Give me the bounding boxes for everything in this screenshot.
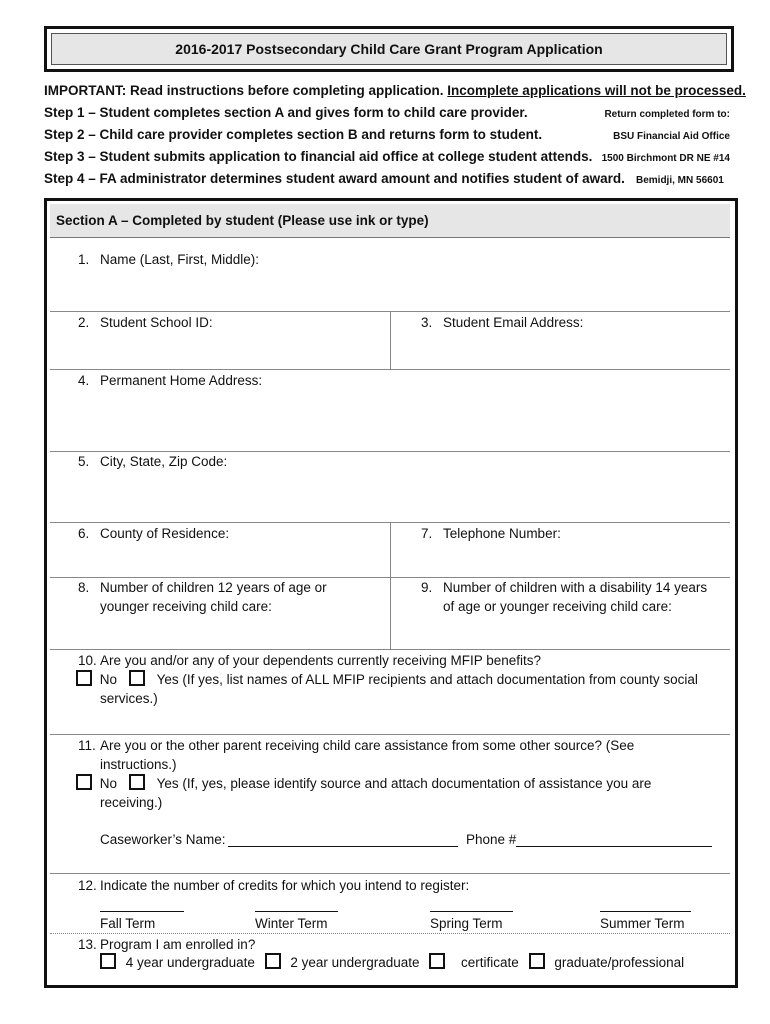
q7-label: [421, 524, 561, 543]
q11-question: [78, 736, 634, 774]
q4-text: Permanent Home Address:: [100, 373, 263, 388]
q10-no-checkbox[interactable]: [76, 670, 92, 686]
important-warning: Incomplete applications will not be processed.: [447, 83, 746, 98]
q10-text: Are you and/or any of your dependents currently receiving MFIP benefits?: [100, 653, 541, 668]
step-3: Step 3 – Student submits application to financial aid office at college student attends.: [44, 149, 593, 164]
home-address-field[interactable]: [52, 394, 728, 449]
step-2: Step 2 – Child care provider completes section B and returns form to student.: [44, 127, 543, 142]
divider: [50, 369, 730, 370]
return-label: Return completed form to:: [604, 109, 730, 120]
q1-label: [78, 250, 259, 269]
option-graduate-checkbox[interactable]: [529, 953, 545, 969]
q9-number: 9.: [421, 580, 433, 595]
q13-options: [100, 953, 684, 972]
q4-label: [78, 371, 262, 390]
q8-number: 8.: [78, 580, 90, 595]
step-1: Step 1 – Student completes section A and gives form to child care provider.: [44, 105, 528, 120]
return-street: 1500 Birchmont DR NE #14: [601, 153, 730, 164]
q10-question: [78, 651, 541, 670]
fall-credits-field[interactable]: [100, 911, 184, 912]
q4-number: 4.: [78, 373, 90, 388]
county-field[interactable]: [52, 546, 388, 575]
q5-text: City, State, Zip Code:: [100, 454, 228, 469]
q5-label: [78, 452, 227, 471]
q11-options: [76, 774, 651, 793]
q2-number: 2.: [78, 315, 90, 330]
q10-options: [76, 670, 698, 689]
divider: [50, 734, 730, 735]
telephone-field[interactable]: [393, 546, 728, 575]
important-text: IMPORTANT: Read instructions before completing application.: [44, 83, 444, 98]
q1-text: Name (Last, First, Middle):: [100, 252, 260, 267]
winter-term-label: Winter Term: [255, 916, 328, 931]
q2-label: [78, 313, 213, 332]
important-notice: [44, 83, 746, 98]
caseworker-phone-field[interactable]: [516, 846, 712, 847]
q12-number: 12.: [78, 878, 97, 893]
q9-text-line2: of age or younger receiving child care:: [443, 599, 672, 614]
q11-text-line2: instructions.): [100, 757, 177, 772]
q6-label: [78, 524, 229, 543]
q7-number: 7.: [421, 526, 433, 541]
q13-text: Program I am enrolled in?: [100, 937, 256, 952]
option-certificate-label: certificate: [461, 955, 519, 970]
q10-yes-label: Yes (If yes, list names of ALL MFIP recipients and attach documentation from county social: [156, 672, 698, 687]
children-count-field[interactable]: [52, 618, 388, 647]
q13-number: 13.: [78, 937, 97, 952]
q10-no-label: No: [99, 672, 118, 687]
title-box: [44, 26, 734, 72]
q13-question: [78, 935, 255, 954]
divider: [50, 873, 730, 874]
q5-number: 5.: [78, 454, 90, 469]
q10-number: 10.: [78, 653, 97, 668]
name-field[interactable]: [52, 274, 728, 308]
winter-credits-field[interactable]: [255, 911, 338, 912]
q8-text-line2: younger receiving child care:: [100, 599, 272, 614]
spring-term-label: Spring Term: [430, 916, 503, 931]
city-state-zip-field[interactable]: [52, 475, 728, 520]
q3-number: 3.: [421, 315, 433, 330]
email-field[interactable]: [393, 334, 728, 367]
spring-credits-field[interactable]: [430, 911, 513, 912]
return-city: Bemidji, MN 56601: [636, 175, 724, 186]
column-divider: [390, 311, 391, 369]
q8-text-line1: Number of children 12 years of age or: [100, 580, 327, 595]
q12-text: Indicate the number of credits for which you intend to register:: [100, 878, 470, 893]
q3-label: [421, 313, 583, 332]
q8-label: [78, 578, 327, 616]
q11-yes-checkbox[interactable]: [129, 774, 145, 790]
q11-yes-continued: receiving.): [100, 795, 163, 810]
q7-text: Telephone Number:: [443, 526, 561, 541]
fall-term-label: Fall Term: [100, 916, 156, 931]
q2-text: Student School ID:: [100, 315, 213, 330]
q3-text: Student Email Address:: [443, 315, 584, 330]
caseworker-label: Caseworker’s Name:: [100, 832, 226, 847]
section-a-header: Section A – Completed by student (Please use ink or type): [50, 204, 730, 238]
option-4yr-label: 4 year undergraduate: [125, 955, 255, 970]
school-id-field[interactable]: [52, 334, 388, 367]
q10-yes-checkbox[interactable]: [129, 670, 145, 686]
option-certificate-checkbox[interactable]: [429, 953, 445, 969]
summer-term-label: Summer Term: [600, 916, 685, 931]
q11-number: 11.: [78, 738, 96, 753]
option-graduate-label: graduate/professional: [554, 955, 685, 970]
q11-yes-label: Yes (If, yes, please identify source and attach documentation of assistance you are: [156, 776, 652, 791]
caseworker-name-field[interactable]: [228, 846, 458, 847]
q6-number: 6.: [78, 526, 90, 541]
q11-text-line1: Are you or the other parent receiving child care assistance from some other source? (See: [100, 738, 635, 753]
column-divider: [390, 522, 391, 649]
q9-label: [421, 578, 707, 616]
option-2yr-checkbox[interactable]: [265, 953, 281, 969]
return-office: BSU Financial Aid Office: [613, 131, 730, 142]
q10-yes-continued: services.): [100, 691, 158, 706]
divider: [50, 649, 730, 650]
q9-text-line1: Number of children with a disability 14 years: [443, 580, 708, 595]
option-4yr-checkbox[interactable]: [100, 953, 116, 969]
form-title: 2016-2017 Postsecondary Child Care Grant Program Application: [51, 33, 727, 65]
q11-no-checkbox[interactable]: [76, 774, 92, 790]
summer-credits-field[interactable]: [600, 911, 691, 912]
step-4: Step 4 – FA administrator determines student award amount and notifies student of award.: [44, 171, 625, 186]
q6-text: County of Residence:: [100, 526, 230, 541]
phone-label: Phone #: [466, 832, 517, 847]
option-2yr-label: 2 year undergraduate: [290, 955, 420, 970]
divider: [50, 933, 730, 934]
q12-question: [78, 876, 469, 895]
q1-number: 1.: [78, 252, 90, 267]
q11-no-label: No: [99, 776, 118, 791]
disabled-children-count-field[interactable]: [393, 618, 728, 647]
